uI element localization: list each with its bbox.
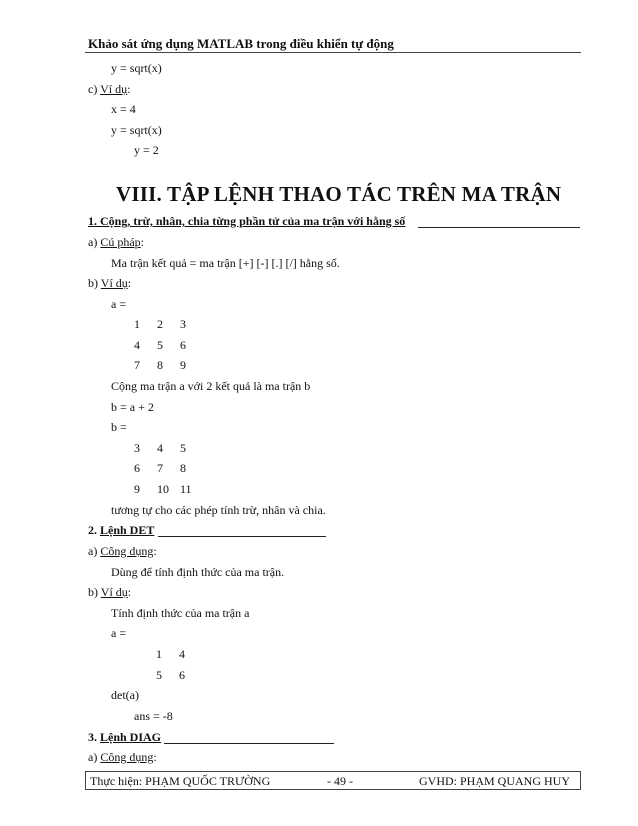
code-line: det(a)	[111, 688, 139, 702]
matrix-row: 3 4 5	[134, 441, 186, 455]
code-line: a =	[111, 297, 127, 311]
code-output: y = 2	[134, 143, 159, 157]
footer-author: Thực hiện: PHẠM QUỐC TRƯỜNG	[90, 774, 271, 788]
subheading-usage: a) Công dụng:	[88, 544, 157, 558]
subsection-title-2: 2. Lệnh DET	[88, 523, 155, 537]
body-text: Cộng ma trận a với 2 kết quả là ma trận b	[111, 379, 311, 393]
matrix-row: 7 8 9	[134, 358, 186, 372]
subheading-syntax: a) Cú pháp:	[88, 235, 145, 249]
code-line: y = sqrt(x)	[111, 61, 162, 75]
subheading-example: b) Ví dụ:	[88, 276, 132, 290]
title-underline	[158, 536, 326, 537]
body-text: tương tự cho các phép tính trừ, nhân và chia.	[111, 503, 326, 517]
footer-advisor: GVHD: PHẠM QUANG HUY	[419, 774, 571, 788]
body-text: Dùng để tính định thức của ma trận.	[111, 565, 285, 579]
code-line: a =	[111, 626, 127, 640]
matrix-row: 1 4	[156, 647, 185, 661]
matrix-row: 6 7 8	[134, 461, 186, 475]
body-text: Tính định thức của ma trận a	[111, 606, 250, 620]
matrix-row: 9 10 11	[134, 482, 192, 496]
code-line: y = sqrt(x)	[111, 123, 162, 137]
page-header-title: Khảo sát ứng dụng MATLAB trong điều khiển tự động	[88, 36, 394, 51]
subheading-example: b) Ví dụ:	[88, 585, 132, 599]
subsection-title-3: 3. Lệnh DIAG	[88, 730, 162, 744]
subheading-usage: a) Công dụng:	[88, 750, 157, 764]
section-title: VIII. TẬP LỆNH THAO TÁC TRÊN MA TRẬN	[116, 182, 562, 206]
title-underline	[164, 743, 334, 744]
code-line: b = a + 2	[111, 400, 154, 414]
footer-page-number: - 49 -	[327, 774, 353, 788]
syntax-text: Ma trận kết quả = ma trận [+] [-] [.] [/] hằng số.	[111, 256, 340, 270]
header-rule	[85, 52, 581, 53]
matrix-row: 5 6	[156, 668, 185, 682]
matrix-row: 4 5 6	[134, 338, 186, 352]
title-underline	[418, 227, 580, 228]
code-line: x = 4	[111, 102, 136, 116]
matrix-row: 1 2 3	[134, 317, 186, 331]
code-line: b =	[111, 420, 127, 434]
code-output: ans = -8	[134, 709, 173, 723]
subheading-example: c) Ví dụ:	[88, 82, 131, 96]
subsection-title-1: 1. Cộng, trừ, nhân, chia từng phần tử của ma trận với hằng số	[88, 214, 406, 228]
